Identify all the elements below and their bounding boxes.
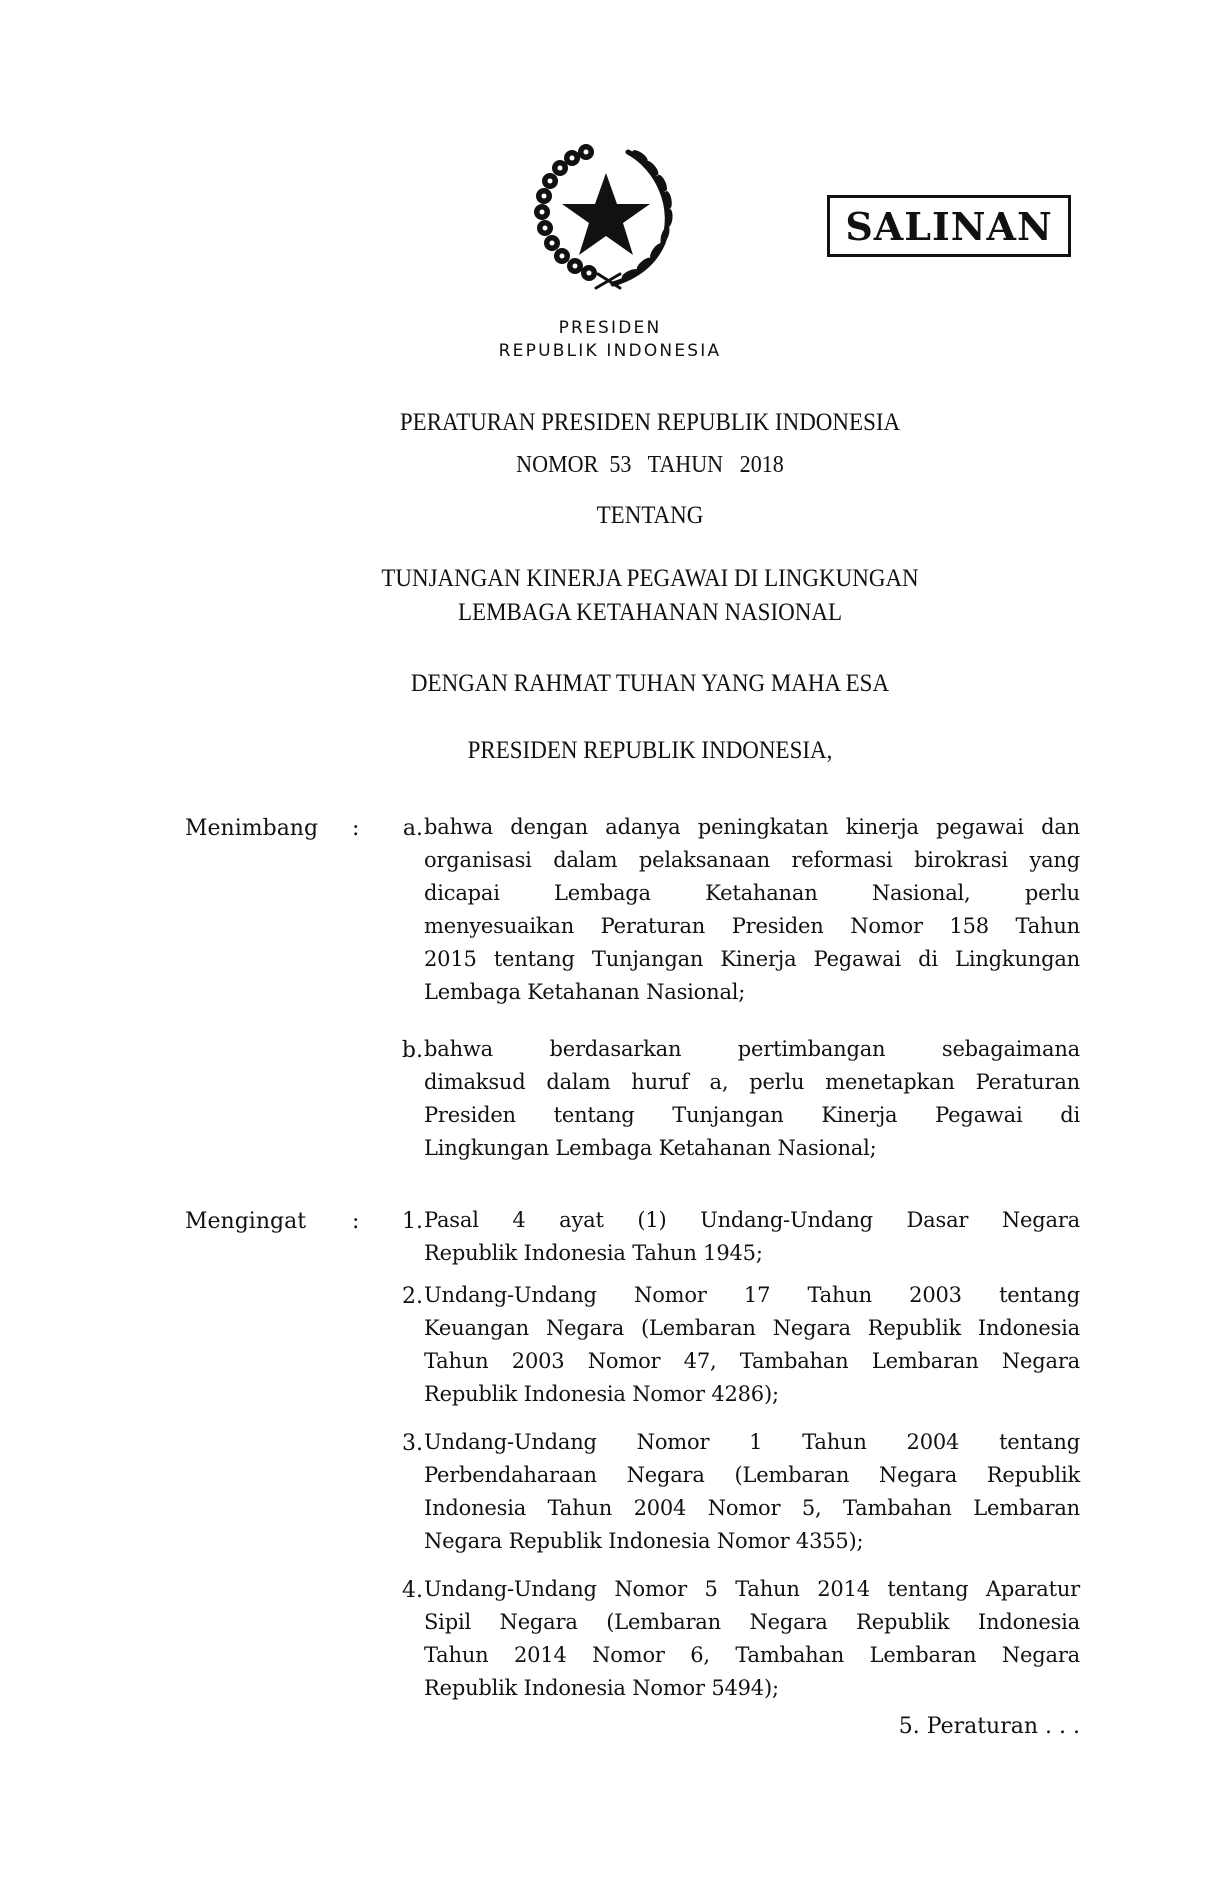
text-line: Undang-Undang Nomor 1 Tahun 2004 tentang — [424, 1430, 1080, 1454]
letterhead-office-line2: REPUBLIK INDONESIA — [498, 341, 722, 361]
mengingat-item-marker-4: 4. — [402, 1578, 423, 1603]
text-line: Pasal 4 ayat (1) Undang-Undang Dasar Negara — [424, 1208, 1080, 1232]
text-line: Perbendaharaan Negara (Lembaran Negara Republik — [424, 1463, 1080, 1487]
text-line: Keuangan Negara (Lembaran Negara Republik Indonesia — [424, 1316, 1080, 1340]
text-line: bahwa dengan adanya peningkatan kinerja pegawai dan — [424, 815, 1080, 839]
invocation: DENGAN RAHMAT TUHAN YANG MAHA ESA — [410, 670, 890, 697]
text-line: menyesuaikan Peraturan Presiden Nomor 158 Tahun — [424, 914, 1080, 938]
mengingat-item-marker-2: 2. — [402, 1284, 423, 1309]
text-line: Sipil Negara (Lembaran Negara Republik Indonesia — [424, 1610, 1080, 1634]
text-line: Negara Republik Indonesia Nomor 4355); — [424, 1529, 864, 1553]
text-line: organisasi dalam pelaksanaan reformasi birokrasi yang — [424, 848, 1080, 872]
text-line: Lembaga Ketahanan Nasional; — [424, 980, 746, 1004]
salinan-stamp: SALINAN — [827, 195, 1071, 257]
text-line: Republik Indonesia Tahun 1945; — [424, 1241, 763, 1265]
menimbang-colon: : — [352, 816, 360, 841]
text-line: dicapai Lembaga Ketahanan Nasional, perlu — [424, 881, 1080, 905]
regulation-subject-line2: LEMBAGA KETAHANAN NASIONAL — [457, 599, 843, 626]
text-line: Undang-Undang Nomor 5 Tahun 2014 tentang Aparatur — [424, 1577, 1080, 1601]
mengingat-item-marker-3: 3. — [402, 1431, 423, 1456]
text-line: Republik Indonesia Nomor 4286); — [424, 1382, 779, 1406]
text-line: dimaksud dalam huruf a, perlu menetapkan Peraturan — [424, 1070, 1080, 1094]
text-line: Tahun 2003 Nomor 47, Tambahan Lembaran Negara — [424, 1349, 1080, 1373]
text-line: Indonesia Tahun 2004 Nomor 5, Tambahan Lembaran — [424, 1496, 1080, 1520]
text-line: Tahun 2014 Nomor 6, Tambahan Lembaran Negara — [424, 1643, 1080, 1667]
text-line: Undang-Undang Nomor 17 Tahun 2003 tentang — [424, 1283, 1080, 1307]
menimbang-label: Menimbang — [185, 816, 319, 841]
mengingat-colon: : — [352, 1209, 360, 1234]
text-line: Presiden tentang Tunjangan Kinerja Pegawai di — [424, 1103, 1080, 1127]
mengingat-label: Mengingat — [185, 1209, 307, 1234]
regulation-title: PERATURAN PRESIDEN REPUBLIK INDONESIA — [399, 409, 901, 436]
menimbang-item-a — [424, 811, 1080, 1009]
mengingat-item-4 — [424, 1573, 1080, 1705]
presidential-emblem-icon — [528, 138, 684, 290]
text-line: Lingkungan Lembaga Ketahanan Nasional; — [424, 1136, 877, 1160]
mengingat-item-2 — [424, 1279, 1080, 1411]
text-line: Republik Indonesia Nomor 5494); — [424, 1676, 779, 1700]
regulation-subject-line1: TUNJANGAN KINERJA PEGAWAI DI LINGKUNGAN — [381, 565, 919, 592]
page-continuation: 5. Peraturan . . . — [898, 1714, 1080, 1739]
letterhead-office-line1: PRESIDEN — [558, 318, 662, 338]
menimbang-item-b — [424, 1033, 1080, 1165]
mengingat-item-marker-1: 1. — [402, 1209, 423, 1234]
text-line: 2015 tentang Tunjangan Kinerja Pegawai di Lingkungan — [424, 947, 1080, 971]
regulation-tentang: TENTANG — [596, 502, 704, 529]
menimbang-item-marker-a: a. — [402, 816, 423, 841]
issuer: PRESIDEN REPUBLIK INDONESIA, — [467, 737, 833, 764]
text-line: bahwa berdasarkan pertimbangan sebagaimana — [424, 1037, 1080, 1061]
mengingat-item-1 — [424, 1204, 1080, 1270]
regulation-number: NOMOR 53 TAHUN 2018 — [516, 452, 784, 478]
menimbang-item-marker-b: b. — [401, 1038, 423, 1063]
mengingat-item-3 — [424, 1426, 1080, 1558]
